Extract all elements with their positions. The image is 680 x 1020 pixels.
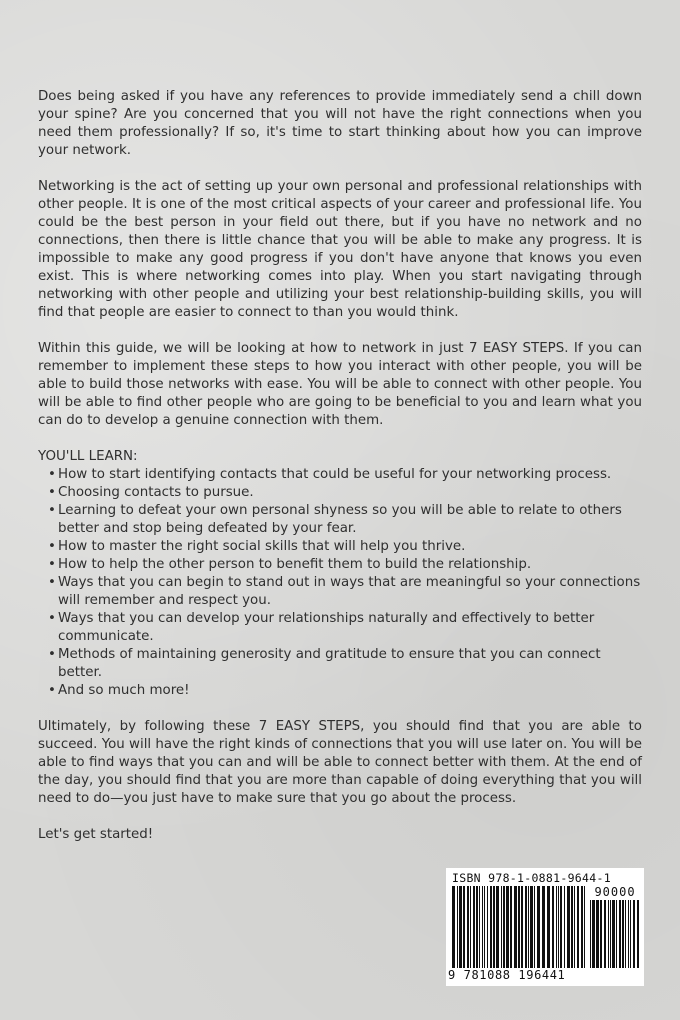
barcode-bar [574,886,575,968]
learn-item: • And so much more! [48,682,642,700]
barcode-bar [490,886,492,968]
barcode-digits: 9 781088 196441 [448,968,588,982]
barcode-bar [610,900,611,968]
barcode-bar [521,886,523,978]
barcode-bar [496,886,499,968]
learn-item: • How to master the right social skills that will help you thrive. [48,538,642,556]
barcode-bar [590,900,591,968]
barcode-bar [619,900,621,968]
barcode-bar [506,886,509,968]
barcode-bar [510,886,512,968]
barcode-bar [463,886,465,968]
barcode-bar [518,886,520,978]
barcode-bar [600,900,602,968]
isbn-label: ISBN 978-1-0881-9644-1 [452,871,611,885]
barcode-bar [534,886,535,968]
barcode-bar [470,886,471,968]
barcode-bar [622,900,624,968]
barcode-bar [608,900,609,968]
barcode-bar [482,886,483,968]
barcode-bar [637,900,639,968]
outro-paragraph-1: Ultimately, by following these 7 EASY STEPS, you should find that you are able to succeed. You will have the right kinds of connections that you will use later on. You will be able to find ways that you can and will be able to connect better with them. At the end of the day, you should find that you are more than capable of doing everything that you will need to do—you just have to make sure that you go about the process. [38,719,642,806]
learn-item: • Ways that you can begin to stand out in ways that are meaningful so your connections will remember and respect you. [48,574,642,610]
barcode-bars-main [452,886,588,978]
learn-item: • How to help the other person to benefit them to build the relationship. [48,556,642,574]
outro-paragraph-2: Let's get started! [38,827,154,842]
barcode-bar [501,886,502,968]
barcode-bar [577,886,579,968]
barcode-bar [459,886,462,968]
barcode-bar [630,900,631,968]
barcode-bar [625,900,626,968]
barcode-bar [542,886,545,968]
barcode-bars-addon [590,900,640,978]
barcode-bar [612,900,615,968]
barcode-bar [467,886,469,968]
learn-list [38,466,642,700]
barcode-bar [552,886,554,968]
barcode-bar [558,886,559,968]
barcode-bar [537,886,540,968]
back-cover-text [38,88,642,862]
intro-paragraph-2: Networking is the act of setting up your own personal and professional relationships with other people. It is one of the most critical aspects of your career and professional life. You could be the best person in your field out there, but if you have no network and no connections, then there is little chance that you will be able to make any progress. It is impossible to make any good progress if you don't have anyone that knows you even exist. This is where networking comes into play. When you start navigating through networking with other people and utilizing your best relationship-building skills, you will find that people are easier to connect to than you would think. [38,179,642,320]
barcode-bar [457,886,458,978]
learn-item: • Learning to defeat your own personal shyness so you will be able to relate to others better and stop being defeated by your fear. [48,502,642,538]
barcode-bar [584,886,585,978]
barcode-bar [628,900,629,968]
barcode-bar [473,886,475,968]
barcode-bar [592,900,595,968]
barcode-bar [476,886,478,968]
intro-paragraph-1: Does being asked if you have any references to provide immediately send a chill down your spine? Are you concerned that you will not have the right connections when you need them professionally? If so, it's time to start thinking about how you can improve your network. [38,89,642,158]
learn-item: • Choosing contacts to pursue. [48,484,642,502]
barcode-bar [452,886,455,978]
barcode-bar [616,900,617,968]
intro-paragraph-3: Within this guide, we will be looking at how to network in just 7 EASY STEPS. If you can remember to implement these steps to how you interact with other people, you will be able to build those networks with ease. You will be able to connect with other people. You will be able to find other people who are going to be beneficial to you and learn what you can do to develop a genuine connection with them. [38,341,642,428]
barcode-bar [547,886,550,968]
barcode-bar [560,886,562,968]
barcode-bar [493,886,495,968]
barcode-bar [581,886,583,968]
barcode-bar [596,900,599,968]
barcode-bar [564,886,565,968]
barcode-bar [484,886,485,968]
learn-item: • Methods of maintaining generosity and gratitude to ensure that you can connect better. [48,646,642,682]
barcode-bar [514,886,517,968]
barcode-bar [633,900,635,968]
learn-item: • How to start identifying contacts that could be useful for your networking process. [48,466,642,484]
barcode-bar [479,886,480,968]
barcode-bar [528,886,529,968]
isbn-barcode [446,868,644,986]
barcode-bar [503,886,505,968]
barcode-addon-digits: 90000 [594,885,636,899]
barcode-bar [567,886,570,968]
barcode-bar [604,900,606,968]
learn-item: • Ways that you can develop your relationships naturally and effectively to better communicate. [48,610,642,646]
barcode-bar [530,886,533,968]
barcode-bar [571,886,573,968]
learn-heading: YOU'LL LEARN: [38,449,138,464]
barcode-bar [556,886,557,968]
barcode-bar [487,886,488,968]
barcode-bar [525,886,527,968]
